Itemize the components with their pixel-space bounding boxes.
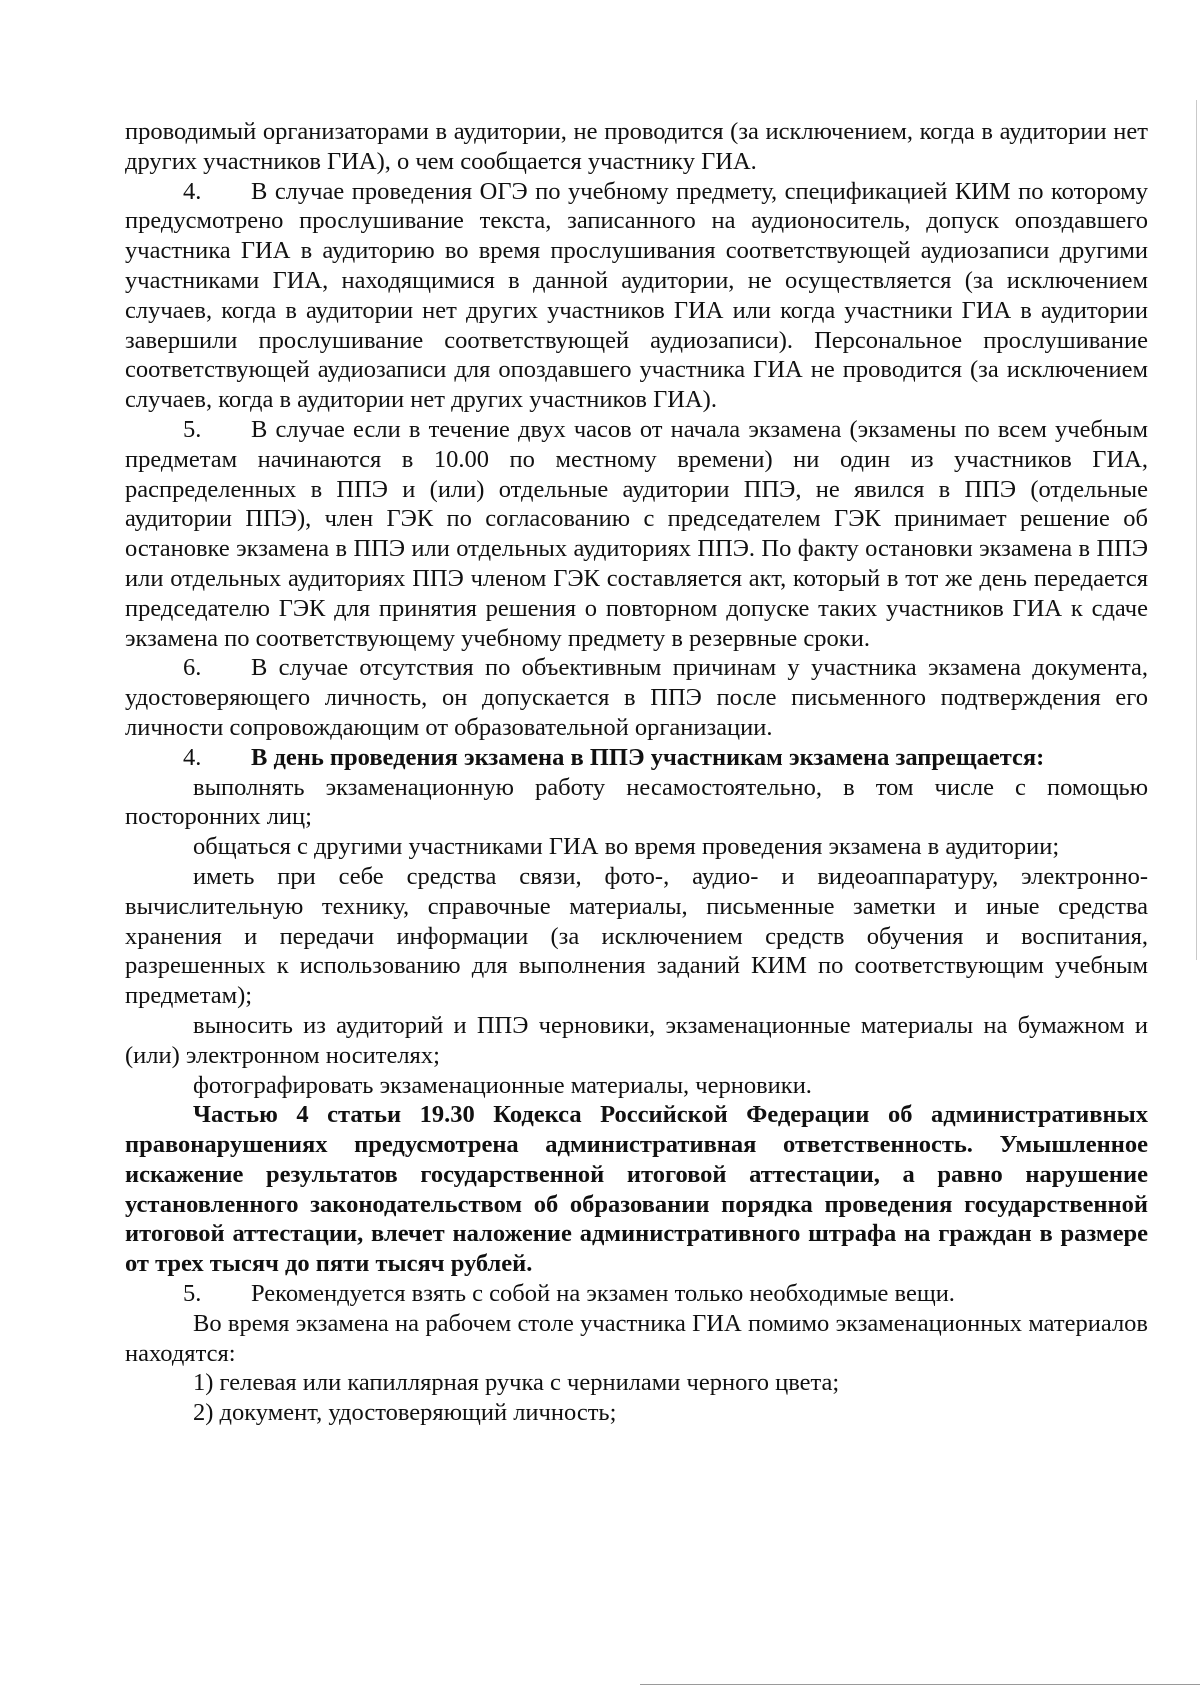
item-number: 6. bbox=[183, 654, 202, 682]
paragraph-text: В случае проведения ОГЭ по учебному предмету, спецификацией КИМ по которому предусмотрено прослушивание текста, записанного на аудионоситель, допуск опоздавшего участника ГИА в аудиторию во время прослушивания соответствующей аудиозаписи другими участниками ГИА, находящимися в данной аудитории, не осуществляется (за исключением случаев, когда в аудитории нет других участников ГИА или когда участники ГИА в аудитории завершили прослушивание соответствующей аудиозаписи). Персональное прослушивание соответствующей аудиозаписи для опоздавшего участника ГИА не проводится (за исключением случаев, когда в аудитории нет других участников ГИА). bbox=[125, 177, 1148, 414]
paragraph-item-4-prohibited-heading bbox=[125, 743, 1148, 773]
paragraph-text: В случае отсутствия по объективным причинам у участника экзамена документа, удостоверяющего личность, он допускается в ППЭ после письменного подтверждения его личности сопровождающим от образовательной организации. bbox=[125, 654, 1148, 741]
desk-items-intro: Во время экзамена на рабочем столе участника ГИА помимо экзаменационных материалов находятся: bbox=[125, 1309, 1148, 1367]
scan-edge-line bbox=[1196, 100, 1197, 960]
legal-liability-notice: Частью 4 статьи 19.30 Кодекса Российской Федерации об административных правонарушениях предусмотрена административная ответственность. Умышленное искажение результатов государственной итоговой аттестации, а равно нарушение установленного законодательством об образовании порядка проведения государственной итоговой аттестации, влечет наложение административного штрафа на граждан в размере от трех тысяч до пяти тысяч рублей. bbox=[125, 1101, 1148, 1278]
desk-item-id-document: 2) документ, удостоверяющий личность; bbox=[193, 1399, 617, 1427]
prohibition-removing-materials: выносить из аудиторий и ППЭ черновики, экзаменационные материалы на бумажном и (или) электронном носителях; bbox=[125, 1011, 1148, 1069]
paragraph-text: Рекомендуется взять с собой на экзамен только необходимые вещи. bbox=[251, 1280, 955, 1308]
document-page bbox=[125, 117, 1148, 1428]
paragraph-text: В случае если в течение двух часов от начала экзамена (экзамены по всем учебным предметам начинаются в 10.00 по местному времени) ни один из участников ГИА, распределенных в ППЭ и (или) отдельные аудитории ППЭ, не явился в ППЭ (отдельные аудитории ППЭ), член ГЭК по согласованию с председателем ГЭК принимает решение об остановке экзамена в ППЭ или отдельных аудиториях ППЭ. По факту остановки экзамена в ППЭ или отдельных аудиториях ППЭ членом ГЭК составляется акт, который в тот же день передается председателю ГЭК для принятия решения о повторном допуске таких участников ГИА к сдаче экзамена по соответствующему учебному предмету в резервные сроки. bbox=[125, 415, 1148, 652]
prohibition-communication: общаться с другими участниками ГИА во время проведения экзамена в аудитории; bbox=[193, 833, 1060, 861]
paragraph-continuation: проводимый организаторами в аудитории, не проводится (за исключением, когда в аудитории нет других участников ГИА), о чем сообщается участнику ГИА. bbox=[125, 118, 1148, 175]
paragraph-item-5-stop-exam bbox=[125, 415, 1148, 653]
prohibition-devices: иметь при себе средства связи, фото-, аудио- и видеоаппаратуру, электронно-вычислительную технику, справочные материалы, письменные заметки и иные средства хранения и передачи информации (за исключением средств обучения и воспитания, разрешенных к использованию для выполнения заданий КИМ по соответствующим учебным предметам); bbox=[125, 862, 1148, 1010]
section-heading: В день проведения экзамена в ППЭ участникам экзамена запрещается: bbox=[251, 743, 1045, 771]
scan-bottom-line bbox=[640, 1684, 1200, 1685]
item-number: 4. bbox=[183, 177, 202, 205]
paragraph-item-5-recommendation bbox=[125, 1279, 1148, 1309]
item-number: 4. bbox=[183, 743, 202, 771]
item-number: 5. bbox=[183, 415, 202, 443]
item-number: 5. bbox=[183, 1280, 202, 1308]
paragraph-item-4-audio bbox=[125, 177, 1148, 415]
desk-item-pen: 1) гелевая или капиллярная ручка с чернилами черного цвета; bbox=[193, 1369, 840, 1397]
prohibition-photographing: фотографировать экзаменационные материалы, черновики. bbox=[193, 1071, 812, 1099]
paragraph-item-6-no-document bbox=[125, 653, 1148, 742]
prohibition-independent-work: выполнять экзаменационную работу несамостоятельно, в том числе с помощью посторонних лиц; bbox=[125, 773, 1148, 831]
